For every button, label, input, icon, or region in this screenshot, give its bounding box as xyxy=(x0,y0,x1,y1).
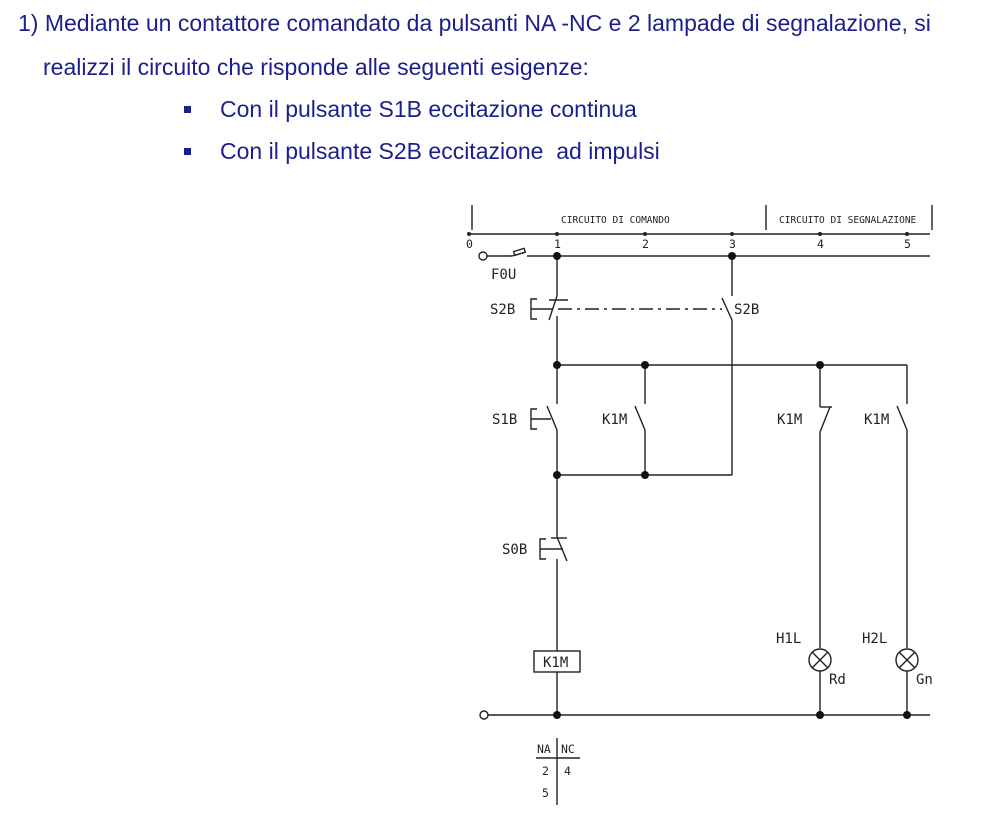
coil-label: K1M xyxy=(543,655,569,671)
junction xyxy=(816,361,824,369)
rd-label: Rd xyxy=(829,672,846,688)
column-number-4: 4 xyxy=(817,237,824,251)
table-na-value-1: 2 xyxy=(542,764,549,778)
junction xyxy=(553,252,561,260)
column-tick-5 xyxy=(905,232,909,236)
k1m-hold-contact xyxy=(635,406,645,430)
junction xyxy=(816,711,824,719)
question-line-2: realizzi il circuito che risponde alle seguenti esigenze: xyxy=(43,54,589,80)
column-tick-3 xyxy=(730,232,734,236)
k1m-hold-label: K1M xyxy=(602,412,628,428)
column-number-2: 2 xyxy=(642,237,649,251)
junction xyxy=(553,711,561,719)
column-tick-1 xyxy=(555,232,559,236)
table-na-header: NA xyxy=(537,742,551,756)
h1l-label: H1L xyxy=(776,631,802,647)
table-na-value-2: 5 xyxy=(542,786,549,800)
col4-contact xyxy=(820,407,830,432)
table-nc-value-1: 4 xyxy=(564,764,571,778)
s0b-label: S0B xyxy=(502,542,528,558)
column-tick-0 xyxy=(467,232,471,236)
column-number-5: 5 xyxy=(904,237,911,251)
s2b-no-contact xyxy=(722,298,732,320)
question-line-1: 1) Mediante un contattore comandato da pulsanti NA -NC e 2 lampade di segnalazione, si xyxy=(18,10,931,36)
junction xyxy=(641,471,649,479)
bullet-item-2: Con il pulsante S2B eccitazione ad impulsi xyxy=(220,138,660,164)
junction xyxy=(903,711,911,719)
junction xyxy=(553,471,561,479)
column-number-0: 0 xyxy=(466,237,473,251)
s2b-no-label: S2B xyxy=(734,302,760,318)
gn-label: Gn xyxy=(916,672,933,688)
column-number-1: 1 xyxy=(554,237,561,251)
k1m-no-label: K1M xyxy=(864,412,890,428)
table-nc-header: NC xyxy=(561,742,575,756)
terminal-top xyxy=(479,252,487,260)
column-tick-2 xyxy=(643,232,647,236)
column-tick-4 xyxy=(818,232,822,236)
col5-contact xyxy=(897,406,907,430)
s1b-contact xyxy=(547,406,557,430)
header-left-label: CIRCUITO DI COMANDO xyxy=(561,215,670,226)
header-right-label: CIRCUITO DI SEGNALAZIONE xyxy=(779,215,917,226)
h2l-label: H2L xyxy=(862,631,888,647)
bullet-item-1: Con il pulsante S1B eccitazione continua xyxy=(220,96,637,122)
fuse-label: F0U xyxy=(491,267,517,283)
junction xyxy=(641,361,649,369)
terminal-bottom xyxy=(480,711,488,719)
s2b-nc-label: S2B xyxy=(490,302,516,318)
junction xyxy=(728,252,736,260)
s1b-label: S1B xyxy=(492,412,518,428)
junction xyxy=(553,361,561,369)
k1m-nc-label: K1M xyxy=(777,412,803,428)
column-number-3: 3 xyxy=(729,237,736,251)
